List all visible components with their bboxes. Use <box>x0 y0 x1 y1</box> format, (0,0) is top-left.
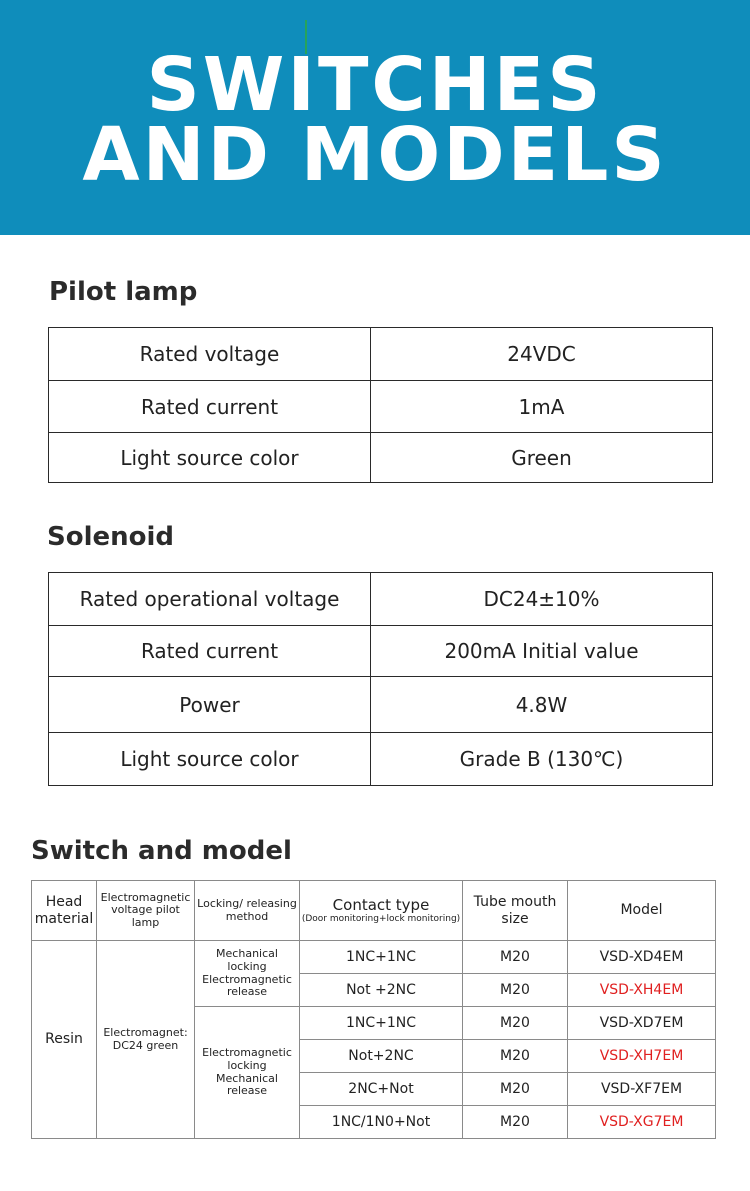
spec-label: Rated voltage <box>49 328 371 381</box>
banner-title-line-1: SWITCHES <box>146 42 604 128</box>
header-tube-size: Tube mouth size <box>463 881 568 941</box>
table-row <box>49 677 713 733</box>
cell-contact: 1NC+1NC <box>300 941 463 974</box>
cell-model: VSD-XF7EM <box>568 1073 716 1106</box>
spec-value: 1mA <box>371 381 713 433</box>
header-contact-type-sub: (Door monitoring+lock monitoring) <box>301 913 461 924</box>
cell-contact: Not +2NC <box>300 974 463 1007</box>
solenoid-table <box>48 572 713 786</box>
cell-pilot-lamp: Electromagnet: DC24 green <box>97 941 195 1139</box>
cell-contact: 1NC+1NC <box>300 1007 463 1040</box>
spec-value: Grade B (130℃) <box>371 733 713 786</box>
cell-contact: 1NC/1N0+Not <box>300 1106 463 1139</box>
cell-contact: 2NC+Not <box>300 1073 463 1106</box>
cell-model-highlight: VSD-XH7EM <box>568 1040 716 1073</box>
header-pilot-lamp: Electromagnetic voltage pilot lamp <box>97 881 195 941</box>
spec-label: Light source color <box>49 733 371 786</box>
cell-locking-electromagnetic: Electromagnetic locking Mechanical release <box>195 1007 300 1139</box>
spec-value: Green <box>371 433 713 483</box>
table-row <box>32 941 716 974</box>
banner-title-line-2: AND MODELS <box>82 112 668 198</box>
table-row <box>49 626 713 677</box>
table-row <box>49 381 713 433</box>
spec-value: DC24±10% <box>371 573 713 626</box>
spec-label: Rated current <box>49 626 371 677</box>
spec-label: Rated operational voltage <box>49 573 371 626</box>
spec-value: 200mA Initial value <box>371 626 713 677</box>
cell-tube: M20 <box>463 974 568 1007</box>
table-header-row <box>32 881 716 941</box>
cell-material: Resin <box>32 941 97 1139</box>
header-banner <box>0 0 750 235</box>
table-row <box>49 328 713 381</box>
cell-tube: M20 <box>463 1106 568 1139</box>
spec-value: 24VDC <box>371 328 713 381</box>
switch-model-title: Switch and model <box>31 836 292 866</box>
spec-value: 4.8W <box>371 677 713 733</box>
cell-tube: M20 <box>463 1007 568 1040</box>
header-locking-method: Locking/ releasing method <box>195 881 300 941</box>
cell-model: VSD-XD7EM <box>568 1007 716 1040</box>
solenoid-title: Solenoid <box>47 522 175 552</box>
spec-label: Light source color <box>49 433 371 483</box>
table-row <box>49 433 713 483</box>
pilot-lamp-title: Pilot lamp <box>49 277 198 307</box>
header-head-material: Head material <box>32 881 97 941</box>
header-model: Model <box>568 881 716 941</box>
cell-model-highlight: VSD-XH4EM <box>568 974 716 1007</box>
table-row <box>49 733 713 786</box>
cell-model-highlight: VSD-XG7EM <box>568 1106 716 1139</box>
switch-model-table <box>31 880 716 1139</box>
pilot-lamp-table <box>48 327 713 483</box>
cell-locking-mechanical: Mechanical locking Electromagnetic release <box>195 941 300 1007</box>
cell-tube: M20 <box>463 1040 568 1073</box>
cell-model: VSD-XD4EM <box>568 941 716 974</box>
cell-tube: M20 <box>463 941 568 974</box>
header-contact-type-label: Contact type <box>332 895 430 914</box>
cell-contact: Not+2NC <box>300 1040 463 1073</box>
cell-tube: M20 <box>463 1073 568 1106</box>
header-contact-type <box>300 881 463 941</box>
spec-label: Power <box>49 677 371 733</box>
table-row <box>49 573 713 626</box>
spec-label: Rated current <box>49 381 371 433</box>
